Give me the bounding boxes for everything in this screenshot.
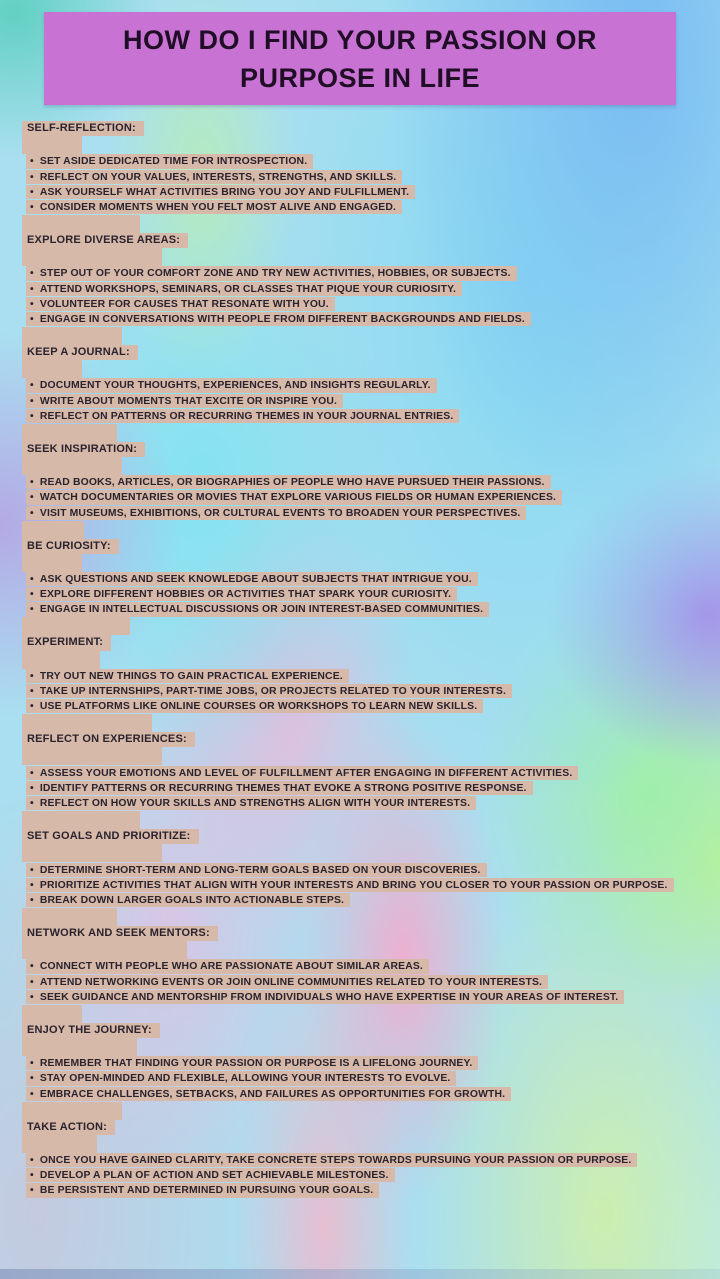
bullet-text: • BREAK DOWN LARGER GOALS INTO ACTIONABLE STEPS. bbox=[26, 893, 350, 907]
bullet-item bbox=[22, 490, 674, 505]
bullet-item bbox=[22, 185, 674, 200]
bullet-item bbox=[22, 684, 674, 699]
bullet-text: • CONSIDER MOMENTS WHEN YOU FELT MOST ALIVE AND ENGAGED. bbox=[26, 200, 402, 214]
section bbox=[22, 1120, 674, 1199]
bullet-item bbox=[22, 393, 674, 408]
highlight-strip bbox=[22, 1038, 137, 1056]
section bbox=[22, 539, 674, 636]
highlight-strip bbox=[22, 1102, 122, 1120]
bullet-item bbox=[22, 862, 674, 877]
bullet-item bbox=[22, 1071, 674, 1086]
highlight-strip bbox=[22, 747, 162, 765]
bullet-item bbox=[22, 312, 674, 327]
bullet-item bbox=[22, 154, 674, 169]
bullet-item bbox=[22, 669, 674, 684]
bullet-text: • TAKE UP INTERNSHIPS, PART-TIME JOBS, OR PROJECTS RELATED TO YOUR INTERESTS. bbox=[26, 684, 512, 698]
bullet-item bbox=[22, 893, 674, 908]
highlight-strip bbox=[22, 617, 130, 635]
highlight-strip bbox=[22, 714, 152, 732]
section bbox=[22, 1023, 674, 1120]
bottom-edge-shadow bbox=[0, 1269, 720, 1279]
bullet-text: • DEVELOP A PLAN OF ACTION AND SET ACHIEVABLE MILESTONES. bbox=[26, 1168, 395, 1182]
bullet-item bbox=[22, 587, 674, 602]
bullet-text: • ATTEND WORKSHOPS, SEMINARS, OR CLASSES THAT PIQUE YOUR CURIOSITY. bbox=[26, 282, 462, 296]
section-heading: BE CURIOSITY: bbox=[22, 539, 119, 554]
bullet-item bbox=[22, 781, 674, 796]
bullet-text: • IDENTIFY PATTERNS OR RECURRING THEMES THAT EVOKE A STRONG POSITIVE RESPONSE. bbox=[26, 781, 533, 795]
title-banner bbox=[44, 12, 676, 105]
section bbox=[22, 926, 674, 1023]
page-title: HOW DO I FIND YOUR PASSION OR PURPOSE IN LIFE bbox=[122, 24, 598, 93]
section bbox=[22, 732, 674, 829]
bullet-item bbox=[22, 602, 674, 617]
highlight-strip bbox=[22, 215, 140, 233]
section-heading: REFLECT ON EXPERIENCES: bbox=[22, 732, 195, 747]
bullet-text: • SEEK GUIDANCE AND MENTORSHIP FROM INDIVIDUALS WHO HAVE EXPERTISE IN YOUR AREAS OF INTEREST. bbox=[26, 990, 624, 1004]
bullet-text: • ASK QUESTIONS AND SEEK KNOWLEDGE ABOUT SUBJECTS THAT INTRIGUE YOU. bbox=[26, 572, 478, 586]
bullet-text: • EXPLORE DIFFERENT HOBBIES OR ACTIVITIES THAT SPARK YOUR CURIOSITY. bbox=[26, 587, 457, 601]
bullet-item bbox=[22, 796, 674, 811]
section bbox=[22, 121, 674, 233]
bullet-text: • VOLUNTEER FOR CAUSES THAT RESONATE WITH YOU. bbox=[26, 297, 335, 311]
highlight-strip bbox=[22, 844, 162, 862]
highlight-strip bbox=[22, 136, 82, 154]
highlight-strip bbox=[22, 908, 117, 926]
bullet-item bbox=[22, 1153, 674, 1168]
section bbox=[22, 233, 674, 345]
highlight-strip bbox=[22, 1135, 97, 1153]
section bbox=[22, 442, 674, 539]
section-heading: SELF-REFLECTION: bbox=[22, 121, 144, 136]
section bbox=[22, 635, 674, 732]
highlight-strip bbox=[22, 424, 117, 442]
bullet-text: • ENGAGE IN INTELLECTUAL DISCUSSIONS OR JOIN INTEREST-BASED COMMUNITIES. bbox=[26, 602, 489, 616]
bullet-item bbox=[22, 572, 674, 587]
highlight-strip bbox=[22, 521, 84, 539]
bullet-item bbox=[22, 297, 674, 312]
section-heading: EXPERIMENT: bbox=[22, 635, 111, 650]
bullet-item bbox=[22, 1168, 674, 1183]
highlight-strip bbox=[22, 360, 82, 378]
highlight-strip bbox=[22, 941, 187, 959]
bullet-item bbox=[22, 378, 674, 393]
bullet-item bbox=[22, 959, 674, 974]
content bbox=[22, 121, 674, 1198]
highlight-strip bbox=[22, 248, 162, 266]
bullet-item bbox=[22, 699, 674, 714]
bullet-text: • REFLECT ON PATTERNS OR RECURRING THEMES IN YOUR JOURNAL ENTRIES. bbox=[26, 409, 459, 423]
bullet-text: • ASSESS YOUR EMOTIONS AND LEVEL OF FULFILLMENT AFTER ENGAGING IN DIFFERENT ACTIVITIES. bbox=[26, 766, 578, 780]
section bbox=[22, 345, 674, 442]
section-heading: SEEK INSPIRATION: bbox=[22, 442, 145, 457]
highlight-strip bbox=[22, 327, 122, 345]
bullet-item bbox=[22, 200, 674, 215]
bullet-item bbox=[22, 266, 674, 281]
bullet-text: • REFLECT ON YOUR VALUES, INTERESTS, STRENGTHS, AND SKILLS. bbox=[26, 170, 402, 184]
bullet-text: • ONCE YOU HAVE GAINED CLARITY, TAKE CONCRETE STEPS TOWARDS PURSUING YOUR PASSION OR PURPOSE. bbox=[26, 1153, 637, 1167]
bullet-item bbox=[22, 505, 674, 520]
section-heading: TAKE ACTION: bbox=[22, 1120, 115, 1135]
bullet-item bbox=[22, 878, 674, 893]
bullet-item bbox=[22, 281, 674, 296]
highlight-strip bbox=[22, 651, 100, 669]
highlight-strip bbox=[22, 811, 140, 829]
bullet-text: • ASK YOURSELF WHAT ACTIVITIES BRING YOU JOY AND FULFILLMENT. bbox=[26, 185, 415, 199]
bullet-text: • ATTEND NETWORKING EVENTS OR JOIN ONLINE COMMUNITIES RELATED TO YOUR INTERESTS. bbox=[26, 975, 548, 989]
bullet-text: • TRY OUT NEW THINGS TO GAIN PRACTICAL EXPERIENCE. bbox=[26, 669, 349, 683]
section-heading: SET GOALS AND PRIORITIZE: bbox=[22, 829, 199, 844]
bullet-text: • EMBRACE CHALLENGES, SETBACKS, AND FAILURES AS OPPORTUNITIES FOR GROWTH. bbox=[26, 1087, 511, 1101]
bullet-item bbox=[22, 990, 674, 1005]
section-heading: ENJOY THE JOURNEY: bbox=[22, 1023, 160, 1038]
bullet-text: • ENGAGE IN CONVERSATIONS WITH PEOPLE FROM DIFFERENT BACKGROUNDS AND FIELDS. bbox=[26, 312, 531, 326]
section-heading: KEEP A JOURNAL: bbox=[22, 345, 138, 360]
bullet-text: • CONNECT WITH PEOPLE WHO ARE PASSIONATE ABOUT SIMILAR AREAS. bbox=[26, 959, 429, 973]
highlight-strip bbox=[22, 554, 82, 572]
bullet-text: • PRIORITIZE ACTIVITIES THAT ALIGN WITH YOUR INTERESTS AND BRING YOU CLOSER TO YOUR PASSION OR PURPOSE. bbox=[26, 878, 674, 892]
highlight-strip bbox=[22, 1005, 82, 1023]
bullet-text: • STEP OUT OF YOUR COMFORT ZONE AND TRY NEW ACTIVITIES, HOBBIES, OR SUBJECTS. bbox=[26, 266, 517, 280]
bullet-text: • SET ASIDE DEDICATED TIME FOR INTROSPECTION. bbox=[26, 154, 313, 168]
bullet-text: • VISIT MUSEUMS, EXHIBITIONS, OR CULTURAL EVENTS TO BROADEN YOUR PERSPECTIVES. bbox=[26, 506, 526, 520]
bullet-text: • DETERMINE SHORT-TERM AND LONG-TERM GOALS BASED ON YOUR DISCOVERIES. bbox=[26, 863, 487, 877]
bullet-text: • REMEMBER THAT FINDING YOUR PASSION OR PURPOSE IS A LIFELONG JOURNEY. bbox=[26, 1056, 478, 1070]
bullet-text: • DOCUMENT YOUR THOUGHTS, EXPERIENCES, AND INSIGHTS REGULARLY. bbox=[26, 378, 437, 392]
bullet-text: • WATCH DOCUMENTARIES OR MOVIES THAT EXPLORE VARIOUS FIELDS OR HUMAN EXPERIENCES. bbox=[26, 490, 562, 504]
bullet-item bbox=[22, 1183, 674, 1198]
section bbox=[22, 829, 674, 926]
bullet-text: • USE PLATFORMS LIKE ONLINE COURSES OR WORKSHOPS TO LEARN NEW SKILLS. bbox=[26, 699, 483, 713]
bullet-text: • REFLECT ON HOW YOUR SKILLS AND STRENGTHS ALIGN WITH YOUR INTERESTS. bbox=[26, 796, 476, 810]
section-heading: EXPLORE DIVERSE AREAS: bbox=[22, 233, 188, 248]
bullet-text: • WRITE ABOUT MOMENTS THAT EXCITE OR INSPIRE YOU. bbox=[26, 394, 343, 408]
bullet-item bbox=[22, 475, 674, 490]
bullet-text: • STAY OPEN-MINDED AND FLEXIBLE, ALLOWING YOUR INTERESTS TO EVOLVE. bbox=[26, 1071, 456, 1085]
bullet-text: • BE PERSISTENT AND DETERMINED IN PURSUING YOUR GOALS. bbox=[26, 1183, 379, 1197]
bullet-item bbox=[22, 765, 674, 780]
bullet-item bbox=[22, 169, 674, 184]
section-heading: NETWORK AND SEEK MENTORS: bbox=[22, 926, 218, 941]
bullet-item bbox=[22, 1056, 674, 1071]
highlight-strip bbox=[22, 457, 122, 475]
bullet-item bbox=[22, 974, 674, 989]
bullet-text: • READ BOOKS, ARTICLES, OR BIOGRAPHIES OF PEOPLE WHO HAVE PURSUED THEIR PASSIONS. bbox=[26, 475, 551, 489]
bullet-item bbox=[22, 409, 674, 424]
bullet-item bbox=[22, 1086, 674, 1101]
